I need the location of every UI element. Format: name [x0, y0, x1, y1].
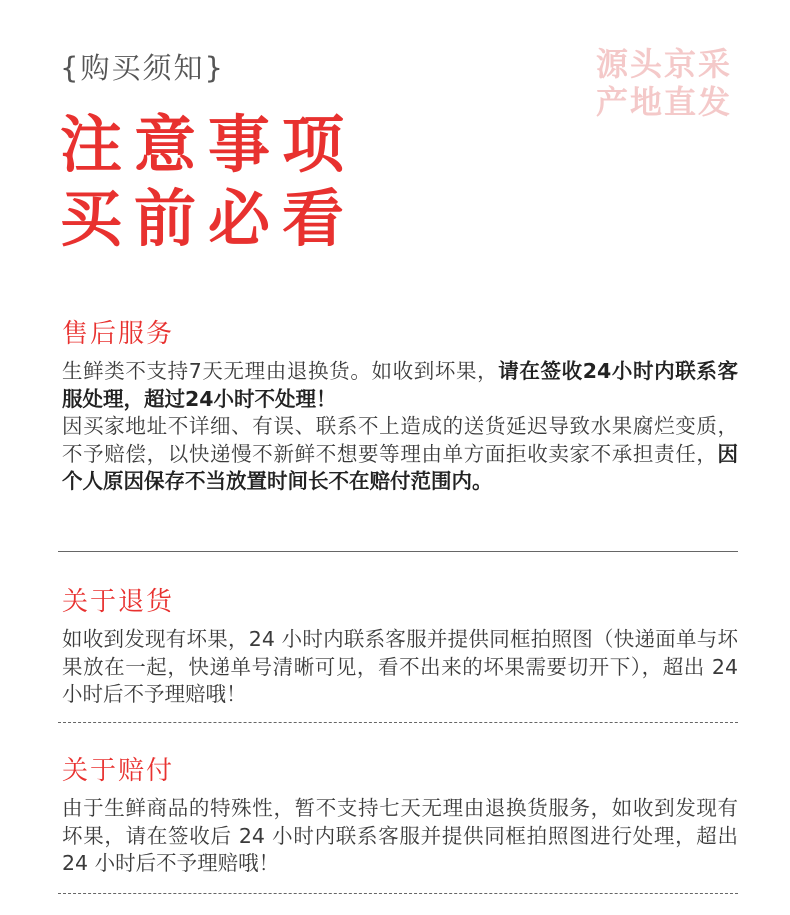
section-body: 由于生鲜商品的特殊性，暂不支持七天无理由退换货服务，如收到发现有坏果，请在签收后 24 小时内联系客服并提供同框拍照图进行处理，超出 24 小时后不予理赔哦！	[62, 796, 738, 875]
dashed-divider	[58, 893, 738, 894]
page-title-line-2: 买前必看	[60, 182, 357, 255]
section-title: 售后服务	[62, 319, 175, 349]
section-title: 关于赔付	[62, 756, 175, 786]
page-title	[60, 108, 356, 256]
divider	[58, 551, 738, 552]
body-text-bold: 因个人原因保存不当放置时间长不在赔付范围内。	[62, 441, 738, 493]
section-body	[62, 358, 738, 496]
page-title-line-1: 注意事项	[60, 108, 357, 181]
section-after-sales	[62, 316, 738, 496]
body-text: 因买家地址不详细、有误、联系不上造成的送货延迟导致水果腐烂变质，不予赔偿，以快递慢不新鲜不想要等理由单方面拒收卖家不承担责任，	[62, 414, 738, 466]
section-body: 如收到发现有坏果，24 小时内联系客服并提供同框拍照图（快递面单与坏果放在一起，快递单号清晰可见，看不出来的坏果需要切开下），超出 24 小时后不予理赔哦！	[62, 627, 738, 706]
purchase-notice-label: {购买须知}	[60, 51, 225, 85]
slogan-line-2: 产地直发	[595, 83, 732, 121]
body-text-bold: 请在签收24小时内联系客服处理，超过24小时不处理！	[62, 359, 738, 411]
dashed-divider	[58, 722, 738, 723]
section-title: 关于退货	[62, 587, 175, 617]
section-returns	[62, 584, 738, 709]
slogan-line-1: 源头京采	[595, 45, 732, 83]
body-text: 生鲜类不支持7天无理由退换货。如收到坏果，	[62, 359, 499, 383]
slogan	[562, 45, 732, 121]
section-compensation	[62, 753, 738, 878]
